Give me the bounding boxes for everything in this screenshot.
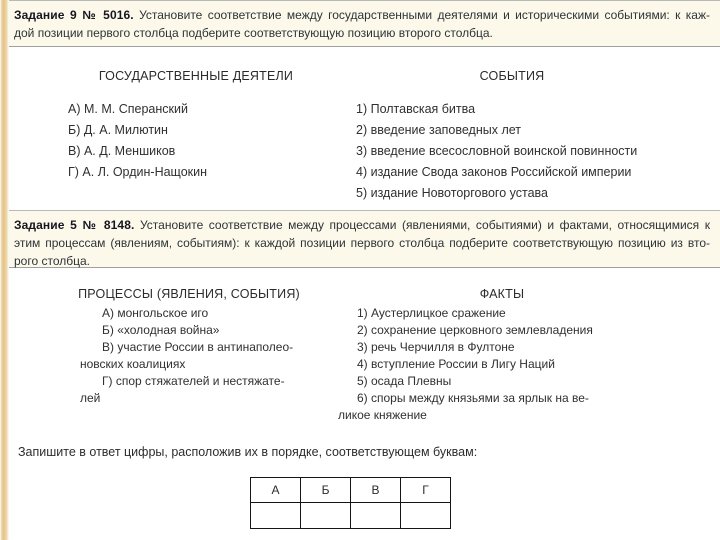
task1-number-label: Задание 9 № 5016.: [14, 8, 134, 22]
task1-statement-band: [0, 0, 720, 47]
task2-left-items: [80, 305, 293, 407]
answer-table: [250, 477, 451, 529]
task1-statement-text1: Установите соответствие между государственными деятелями и историческими событиями: к каж-: [139, 8, 710, 22]
task2-left-item-a: А) монгольское иго: [102, 306, 209, 320]
task1-left-column-header: ГОСУДАРСТВЕННЫЕ ДЕЯТЕЛИ: [98, 69, 294, 83]
task2-left-item-g-line1: Г) спор стяжателей и нестяжате-: [102, 374, 285, 388]
answer-header-cell-v: В: [351, 478, 401, 503]
page-margin-strip: [0, 0, 9, 540]
answer-header-cell-b: Б: [301, 478, 351, 503]
task1-left-item-b: Б) Д. А. Милютин: [68, 123, 168, 137]
task1-statement-line1: [14, 6, 710, 24]
task2-statement-line2: этим процессам (явлениям, событиям): к каждой позиции первого столбца подберите соответствующую позицию из вто-: [14, 236, 710, 250]
answer-value-cell-b: [301, 503, 351, 529]
task2-left-item-g-line2: лей: [80, 391, 101, 405]
task1-right-item-2: 2) введение заповедных лет: [356, 123, 522, 137]
task2-statement-line1: [14, 216, 710, 234]
task2-right-item-6-line1: 6) споры между князьями за ярлык на ве-: [357, 391, 589, 405]
task2-right-item-4: 4) вступление России в Лигу Наций: [357, 357, 555, 371]
task2-statement-text1: Установите соответствие между процессами (явлениями, событиями) и фактами, относящимися к: [139, 218, 710, 232]
task2-left-item-v-line1: В) участие России в антинаполео-: [102, 340, 294, 354]
task2-right-items: [338, 305, 593, 424]
answer-header-cell-g: Г: [401, 478, 451, 503]
task1-left-item-g: Г) А. Л. Ордин-Нащокин: [68, 165, 207, 179]
task1-left-item-a: А) М. М. Сперанский: [68, 102, 188, 116]
task2-right-item-2: 2) сохранение церковного землевладения: [357, 323, 593, 337]
answer-table-header-row: [251, 478, 451, 503]
task1-right-item-3: 3) введение всесословной воинской повинности: [356, 144, 638, 158]
answer-value-cell-v: [351, 503, 401, 529]
answer-value-cell-g: [401, 503, 451, 529]
task2-left-item-v-line2: новских коалициях: [80, 357, 186, 371]
task2-statement-line3: рого столбца.: [14, 254, 90, 268]
task2-right-item-3: 3) речь Черчилля в Фултоне: [357, 340, 515, 354]
answer-header-cell-a: А: [251, 478, 301, 503]
task2-right-item-5: 5) осада Плевны: [357, 374, 452, 388]
task1-right-items: [356, 99, 637, 204]
task2-right-item-1: 1) Аустерлицкое сражение: [357, 306, 506, 320]
task1-right-item-1: 1) Полтавская битва: [356, 102, 476, 116]
task1-statement-line2: дой позиции первого столбца подберите соответствующую позицию второго столбца.: [14, 26, 493, 40]
task2-left-item-b: Б) «холодная война»: [102, 323, 220, 337]
task1-left-item-v: В) А. Д. Меншиков: [68, 144, 176, 158]
answer-table-value-row: [251, 503, 451, 529]
task1-left-items: [68, 99, 207, 183]
task2-right-column-header: ФАКТЫ: [479, 287, 525, 301]
answer-value-cell-a: [251, 503, 301, 529]
answer-instruction: Запишите в ответ цифры, расположив их в порядке, соответствующем буквам:: [18, 445, 478, 459]
task2-statement-band: [0, 210, 720, 268]
task1-right-item-5: 5) издание Новоторгового устава: [356, 186, 548, 200]
task2-right-item-6-line2: ликое княжение: [338, 408, 427, 422]
task1-right-item-4: 4) издание Свода законов Российской империи: [356, 165, 632, 179]
task2-number-label: Задание 5 № 8148.: [14, 218, 135, 232]
task2-left-column-header: ПРОЦЕССЫ (ЯВЛЕНИЯ, СОБЫТИЯ): [78, 287, 300, 301]
task1-right-column-header: СОБЫТИЯ: [479, 69, 545, 83]
